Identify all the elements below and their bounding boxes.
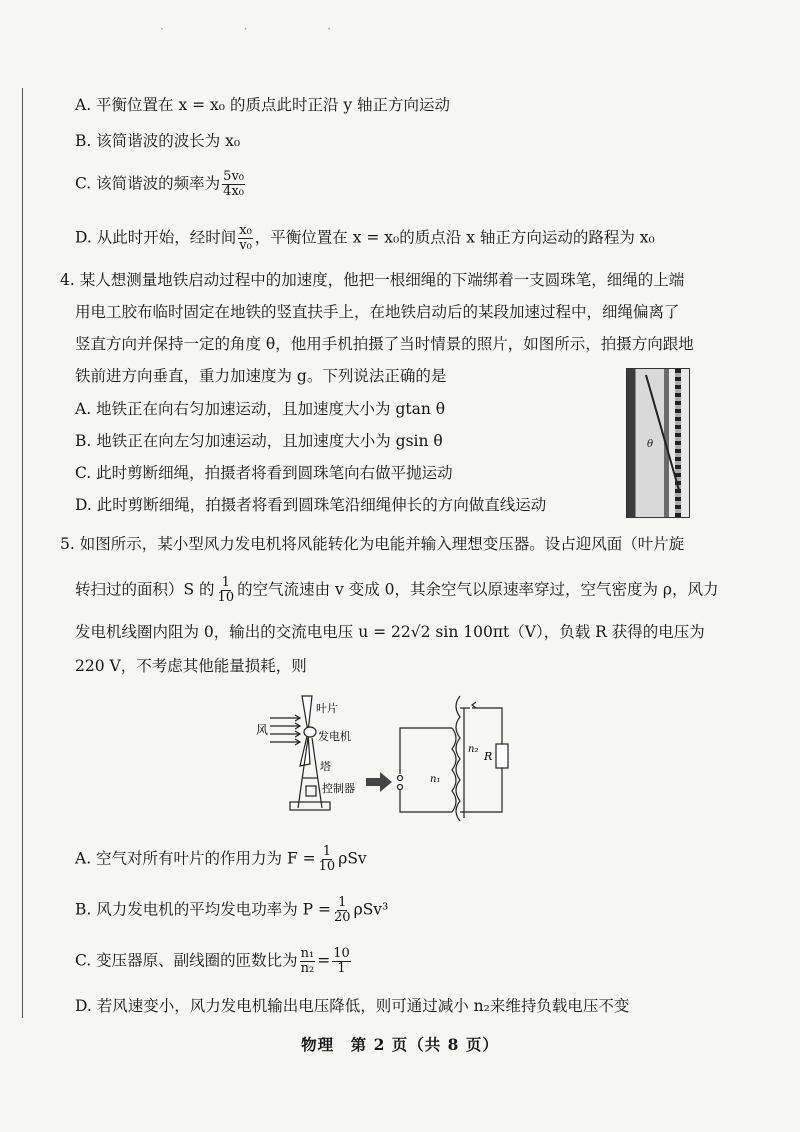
q5-stem-line-1: 5. 如图所示，某小型风力发电机将风能转化为电能并输入理想变压器。设占迎风面（叶片旋 bbox=[60, 535, 685, 553]
angle-label: θ bbox=[647, 439, 654, 450]
turbine-blades bbox=[300, 696, 316, 766]
n2-label: n₂ bbox=[468, 744, 479, 755]
generator-label: 发电机 bbox=[318, 730, 351, 743]
controller-label: 控制器 bbox=[322, 782, 355, 795]
q3-option-c-text: C. 该简谐波的频率为 bbox=[75, 174, 221, 193]
resistor-label: R bbox=[484, 750, 493, 763]
q5-option-a-text-post: ρSv bbox=[338, 849, 367, 868]
q5-option-c bbox=[75, 947, 353, 976]
q4-stem-line-1: 4. 某人想测量地铁启动过程中的加速度，他把一根细绳的下端绑着一支圆珠笔，细绳的上端 bbox=[60, 271, 685, 289]
q5-stem-line-3: 发电机线圈内阻为 0，输出的交流电电压 u = 22√2 sin 100πt（V），负载 R 获得的电压为 bbox=[75, 623, 705, 641]
handrail bbox=[675, 369, 681, 517]
q4-option-d: D. 此时剪断细绳，拍摄者将看到圆珠笔沿细绳伸长的方向做直线运动 bbox=[75, 496, 547, 514]
q5-option-b-text-post: ρSv³ bbox=[353, 900, 389, 919]
header-marks: · · · bbox=[160, 22, 370, 36]
right-arrow-icon bbox=[366, 772, 392, 792]
fraction-numerator: n₁ bbox=[300, 946, 315, 961]
q5-option-a-fraction bbox=[318, 845, 337, 874]
fraction-denominator: v₀ bbox=[239, 238, 252, 253]
fraction-numerator: 10 bbox=[333, 946, 350, 961]
q5-option-d: D. 若风速变小，风力发电机输出电压降低，则可通过减小 n₂来维持负载电压不变 bbox=[75, 997, 630, 1015]
blade-label: 叶片 bbox=[316, 702, 338, 715]
fraction-denominator: 4x₀ bbox=[223, 184, 244, 199]
q5-stem-line-2-text-post: 的空气流速由 v 变成 0，其余空气以原速率穿过，空气密度为 ρ，风力 bbox=[237, 580, 719, 599]
q4-stem-line-3: 竖直方向并保持一定的角度 θ，他用手机拍摄了当时情景的照片，如图所示，拍摄方向跟地 bbox=[75, 335, 694, 353]
fraction-denominator: 10 bbox=[217, 590, 235, 605]
q3-option-c-fraction bbox=[222, 170, 245, 199]
turbine-tower bbox=[290, 738, 330, 810]
wind-turbine-transformer-diagram bbox=[240, 688, 540, 828]
wind-label: 风 bbox=[256, 723, 269, 737]
equals-sign: = bbox=[317, 951, 331, 970]
fraction-numerator: 5v₀ bbox=[223, 169, 244, 184]
q3-option-b: B. 该简谐波的波长为 x₀ bbox=[75, 132, 241, 150]
q4-option-b: B. 地铁正在向左匀加速运动，且加速度大小为 gsin θ bbox=[75, 432, 443, 450]
q4-option-a: A. 地铁正在向右匀加速运动，且加速度大小为 gtan θ bbox=[75, 400, 446, 418]
q5-stem-line-4: 220 V，不考虑其他能量损耗，则 bbox=[75, 657, 307, 675]
q4-stem-line-4: 铁前进方向垂直，重力加速度为 g。下列说法正确的是 bbox=[75, 367, 447, 385]
fraction-numerator: 1 bbox=[338, 895, 347, 910]
page-footer: 物理 第 2 页（共 8 页） bbox=[301, 1035, 499, 1054]
q3-option-d-fraction bbox=[238, 224, 253, 253]
primary-circuit bbox=[398, 728, 457, 812]
q3-option-d bbox=[75, 224, 655, 253]
fraction-numerator: 1 bbox=[221, 575, 230, 590]
q3-option-c bbox=[75, 170, 247, 199]
subway-photo bbox=[626, 368, 690, 518]
q5-option-c-fraction-1 bbox=[300, 947, 316, 976]
q5-option-b-fraction bbox=[333, 896, 352, 925]
fraction-denominator: 1 bbox=[337, 961, 346, 976]
q5-stem-line-2 bbox=[75, 576, 719, 605]
q5-fraction bbox=[217, 576, 236, 605]
binding-line bbox=[22, 88, 23, 1018]
fraction-denominator: 10 bbox=[318, 859, 336, 874]
q5-option-b bbox=[75, 896, 388, 925]
q5-stem-line-2-text: 转扫过的面积）S 的 bbox=[75, 580, 215, 599]
q5-option-a bbox=[75, 845, 367, 874]
fraction-denominator: n₂ bbox=[300, 961, 315, 976]
q5-option-a-text: A. 空气对所有叶片的作用力为 F = bbox=[75, 849, 316, 868]
fraction-denominator: 20 bbox=[334, 910, 351, 925]
q4-option-c: C. 此时剪断细绳，拍摄者将看到圆珠笔向右做平抛运动 bbox=[75, 464, 453, 482]
n1-label: n₁ bbox=[430, 774, 441, 785]
tower-label: 塔 bbox=[320, 760, 331, 773]
q3-option-a: A. 平衡位置在 x = x₀ 的质点此时正沿 y 轴正方向运动 bbox=[75, 96, 451, 114]
q5-option-b-text: B. 风力发电机的平均发电功率为 P = bbox=[75, 900, 332, 919]
fraction-numerator: x₀ bbox=[239, 223, 252, 238]
q5-option-c-text: C. 变压器原、副线圈的匝数比为 bbox=[75, 951, 298, 970]
fraction-numerator: 1 bbox=[322, 844, 332, 859]
q3-option-d-text-post: ，平衡位置在 x = x₀的质点沿 x 轴正方向运动的路程为 x₀ bbox=[254, 228, 655, 247]
q3-option-d-text: D. 从此时开始，经时间 bbox=[75, 228, 237, 247]
wind-arrows bbox=[270, 715, 300, 745]
q5-option-c-fraction-2 bbox=[332, 947, 351, 976]
q4-stem-line-2: 用电工胶布临时固定在地铁的竖直扶手上，在地铁启动后的某段加速过程中，细绳偏离了 bbox=[75, 303, 680, 321]
